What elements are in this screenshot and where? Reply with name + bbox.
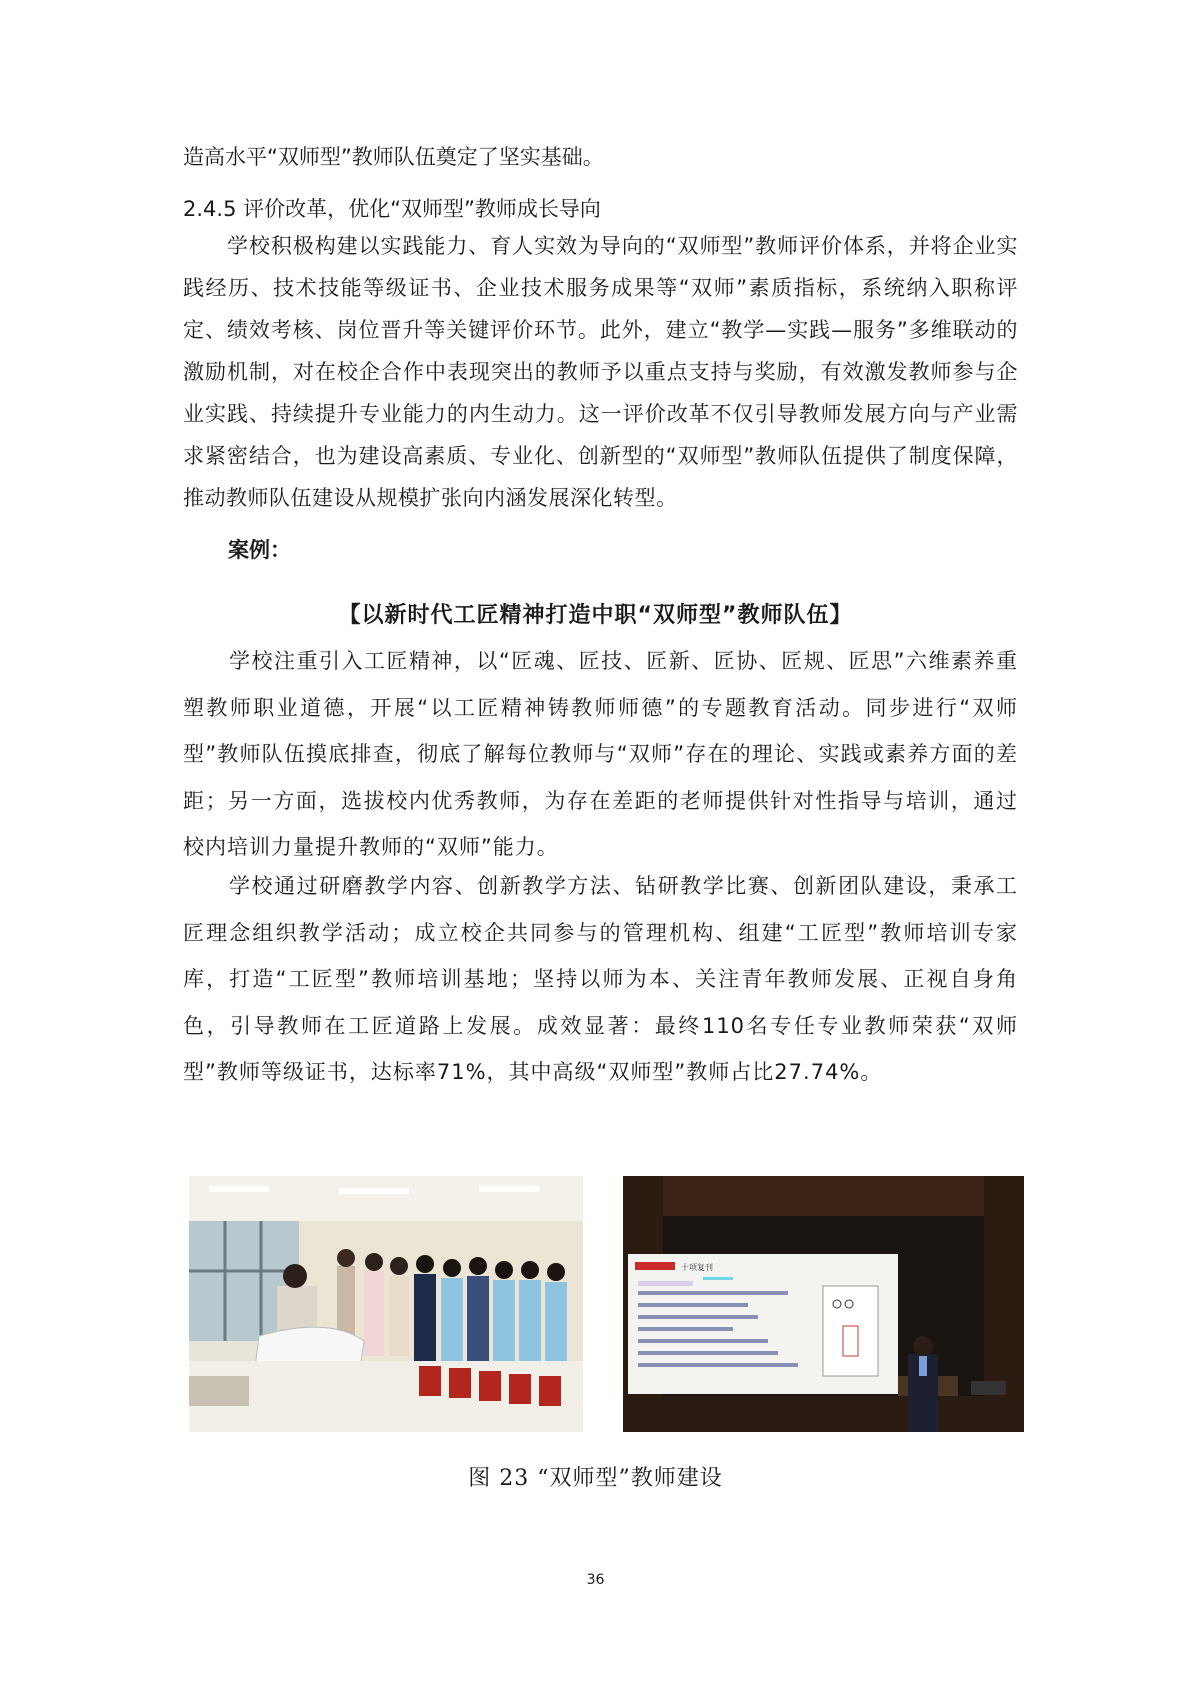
slide-header: 十项复刊 <box>681 1263 713 1272</box>
section-heading: 2.4.5 评价改革，优化“双师型”教师成长导向 <box>183 197 601 221</box>
stage-presentation-photo <box>623 1176 1024 1432</box>
section-paragraph: 学校积极构建以实践能力、育人实效为导向的“双师型”教师评价体系，并将企业实践经历、技术技能等级证书、企业技术服务成果等“双师”素质指标，系统纳入职称评定、绩效考核、岗位晋升等关键评价环节。此外，建立“教学—实践—服务”多维联动的激励机制，对在校企合作中表现突出的教师予以重点支持与奖励，有效激发教师参与企业实践、持续提升专业能力的内生动力。这一评价改革不仅引导教师发展方向与产业需求紧密结合，也为建设高素质、专业化、创新型的“双师型”教师队伍提供了制度保障，推动教师队伍建设从规模扩张向内涵发展深化转型。 <box>183 234 1018 510</box>
case-label: 案例： <box>228 538 291 562</box>
case-paragraph-2: 学校通过研磨教学内容、创新教学方法、钻研教学比赛、创新团队建设，秉承工匠理念组织教学活动；成立校企共同参与的管理机构、组建“工匠型”教师培训专家库，打造“工匠型”教师培训基地；坚持以师为本、关注青年教师发展、正视自身角色，引导教师在工匠道路上发展。成效显著：最终110名专任专业教师荣获“双师型”教师等级证书，达标率71%，其中高级“双师型”教师占比27.74%。 <box>183 874 1018 1084</box>
case-paragraph-1: 学校注重引入工匠精神，以“匠魂、匠技、匠新、匠协、匠规、匠思”六维素养重塑教师职业道德，开展“以工匠精神铸教师师德”的专题教育活动。同步进行“双师型”教师队伍摸底排查，彻底了解每位教师与“双师”存在的理论、实践或素养方面的差距；另一方面，选拔校内优秀教师，为存在差距的老师提供针对性指导与培训，通过校内培训力量提升教师的“双师”能力。 <box>183 649 1018 859</box>
continuation-line: 造高水平“双师型”教师队伍奠定了坚实基础。 <box>183 145 604 169</box>
figure-caption: 图 23 “双师型”教师建设 <box>468 1466 723 1491</box>
case-title: 【以新时代工匠精神打造中职“双师型”教师队伍】 <box>338 603 853 628</box>
page-number: 36 <box>586 1572 605 1588</box>
classroom-photo <box>189 1176 583 1432</box>
